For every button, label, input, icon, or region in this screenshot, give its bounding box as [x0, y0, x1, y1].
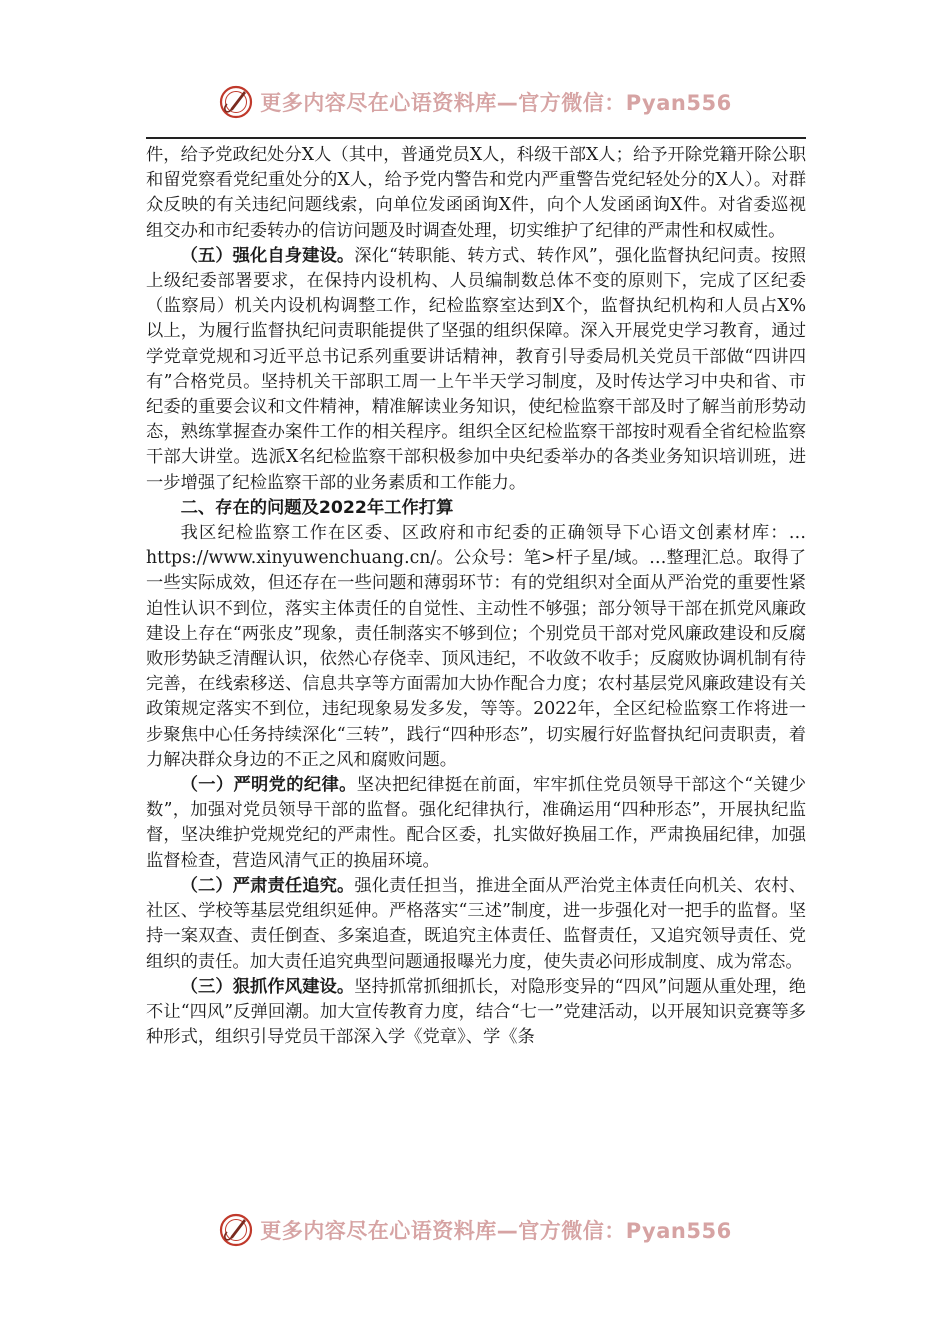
header-banner [0, 78, 950, 126]
paragraph-section-5 [146, 244, 806, 496]
pen-nib-circle-icon [218, 84, 254, 120]
section-heading: （一）严明党的纪律。 [180, 775, 357, 796]
chapter-heading [146, 496, 806, 521]
paragraph-text: 坚决把纪律挺在前面，牢牢抓住党员领导干部这个“关键少数”，加强对党员领导干部的监督。强化纪律执行，准确运用“四种形态”，开展执纪监督，坚决维护党规党纪的严肃性。配合区委，扎实做好换届工作，严肃换届纪律，加强监督检查，营造风清气正的换届环境。 [146, 775, 806, 871]
banner-text: 更多内容尽在心语资料库—官方微信：Pyan556 [260, 1219, 732, 1243]
paragraph-problems [146, 521, 806, 773]
paragraph-text: 深化“转职能、转方式、转作风”，强化监督执纪问责。按照上级纪委部署要求，在保持内设机构、人员编制数总体不变的原则下，完成了区纪委（监察局）机关内设机构调整工作，纪检监察室达到X个，监督执纪机构和人员占X%以上，为履行监督执纪问责职能提供了坚强的组织保障。深入开展党史学习教育，通过学党章党规和习近平总书记系列重要讲话精神，教育引导委局机关党员干部做“四讲四有”合格党员。坚持机关干部职工周一上午半天学习制度，及时传达学习中央和省、市纪委的重要会议和文件精神，精准解读业务知识，使纪检监察干部及时了解当前形势动态，熟练掌握查办案件工作的相关程序。组织全区纪检监察干部按时观看全省纪检监察干部大讲堂。选派X名纪检监察干部积极参加中央纪委举办的各类业务知识培训班，进一步增强了纪检监察干部的业务素质和工作能力。 [146, 245, 806, 493]
paragraph-text: 坚持抓常抓细抓长，对隐形变异的“四风”问题从重处理，绝不让“四风”反弹回潮。加大宣传教育力度，结合“七一”党建活动，以开展知识竞赛等多种形式，组织引导党员干部深入学《党章》、学《条 [146, 976, 806, 1048]
section-heading: （二）严肃责任追究。 [180, 875, 355, 896]
paragraph-item-1 [146, 773, 806, 874]
paragraph-text: 件，给予党政纪处分X人（其中，普通党员X人，科级干部X人；给予开除党籍开除公职和留党察看党纪重处分的X人，给予党内警告和党内严重警告党纪轻处分的X人）。对群众反映的有关违纪问题线索，向单位发函函询X件，向个人发函函询X件。对省委巡视组交办和市纪委转办的信访问题及时调查处理，切实维护了纪律的严肃性和权威性。 [146, 145, 806, 241]
paragraph-text: 强化责任担当，推进全面从严治党主体责任向机关、农村、社区、学校等基层党组织延伸。严格落实“三述”制度，进一步强化对一把手的监督。坚持一案双查、责任倒查、多案追查，既追究主体责任、监督责任，又追究领导责任、党组织的责任。加大责任追究典型问题通报曝光力度，使失责必问形成制度、成为常态。 [146, 875, 806, 972]
pen-nib-circle-icon [218, 1212, 254, 1248]
paragraph-continuation [146, 143, 806, 244]
header-divider [146, 137, 806, 139]
paragraph-text: 我区纪检监察工作在区委、区政府和市纪委的正确领导下心语文创素材库：…https://www.xinyuwenchuang.cn/。公众号：笔>杆子星/域。…整理汇总。取得了一些实际成效，但还存在一些问题和薄弱环节：有的党组织对全面从严治党的重要性紧迫性认识不到位，落实主体责任的自觉性、主动性不够强；部分领导干部在抓党风廉政建设上存在“两张皮”现象，责任制落实不够到位；个别党员干部对党风廉政建设和反腐败形势缺乏清醒认识，依然心存侥幸、顶风违纪，不收敛不收手；反腐败协调机制有待完善，在线索移送、信息共享等方面需加大协作配合力度；农村基层党风廉政建设有关政策规定落实不到位，违纪现象易发多发，等等。2022年，全区纪检监察工作将进一步聚焦中心任务持续深化“三转”，践行“四种形态”，切实履行好监督执纪问责职责，着力解决群众身边的不正之风和腐败问题。 [146, 523, 806, 770]
banner-text: 更多内容尽在心语资料库—官方微信：Pyan556 [260, 91, 732, 115]
document-body [146, 143, 806, 1050]
footer-banner [0, 1206, 950, 1254]
paragraph-item-2 [146, 874, 806, 975]
section-heading: （五）强化自身建设。 [180, 245, 355, 266]
section-heading: （三）狠抓作风建设。 [180, 976, 355, 997]
chapter-heading-text: 二、存在的问题及2022年工作打算 [180, 497, 454, 518]
paragraph-item-3 [146, 975, 806, 1051]
